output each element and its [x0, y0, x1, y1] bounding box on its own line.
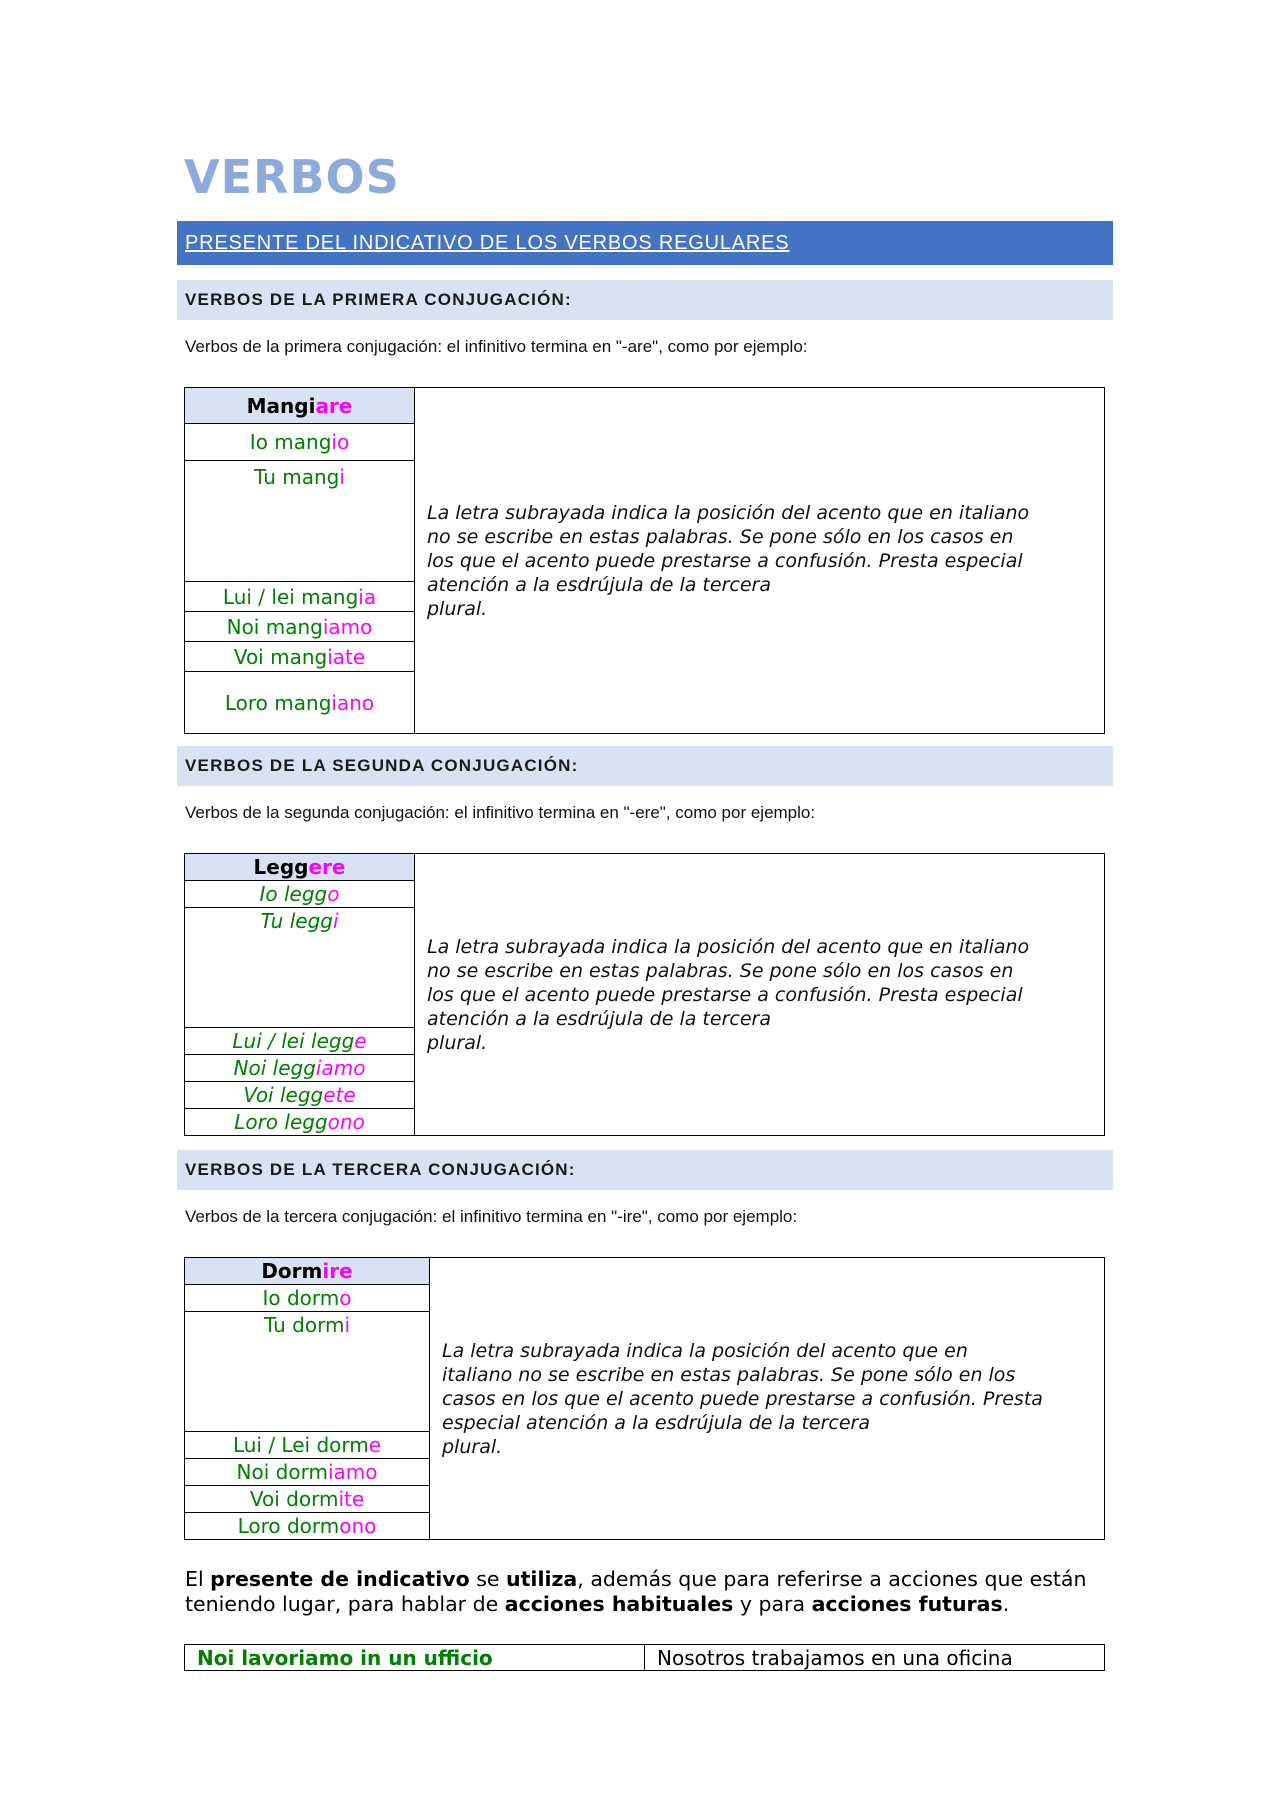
conjugation-row: Io leggo: [185, 881, 415, 908]
conjugation-row: Lui / lei legge: [185, 1028, 415, 1055]
conjugation-row: Voi leggete: [185, 1082, 415, 1109]
section-2-heading-text: VERBOS DE LA SEGUNDA CONJUGACIÓN:: [185, 756, 579, 775]
conjugation-row: Io dormo: [185, 1285, 430, 1312]
conjugation-row: Noi dormiamo: [185, 1459, 430, 1486]
infinitive-cell: Mangiare: [185, 388, 415, 424]
conjugation-row: Lui / lei mangia: [185, 582, 415, 612]
section-1-intro: Verbos de la primera conjugación: el infinitivo termina en "-are", como por ejemplo:: [185, 337, 808, 356]
section-2-heading: [177, 746, 1113, 786]
accent-note: La letra subrayada indica la posición del acento que en italiano no se escribe en estas palabras. Se pone sólo en los casos en los que el acento puede prestarse a confusión. Presta especial atención a la esdrújula de la tercera plural.: [415, 388, 1105, 734]
section-2-intro: Verbos de la segunda conjugación: el infinitivo termina en "-ere", como por ejemplo:: [185, 803, 816, 822]
section-1-heading-text: VERBOS DE LA PRIMERA CONJUGACIÓN:: [185, 290, 572, 309]
section-3-heading-text: VERBOS DE LA TERCERA CONJUGACIÓN:: [185, 1160, 576, 1179]
accent-note: La letra subrayada indica la posición del acento que en italiano no se escribe en estas palabras. Se pone sólo en los casos en los que el acento puede prestarse a confusión. Presta especial atención a la esdrújula de la tercera plural.: [430, 1258, 1105, 1540]
conjugation-row: Tu dormi: [185, 1312, 430, 1432]
main-heading-text: PRESENTE DEL INDICATIVO DE LOS VERBOS REGULARES: [185, 232, 790, 254]
conjugation-row: Loro dormono: [185, 1513, 430, 1540]
conjugation-row: Io mangio: [185, 424, 415, 461]
conjugation-row: Loro mangiano: [185, 672, 415, 734]
conjugation-row: Voi dormite: [185, 1486, 430, 1513]
conjugation-row: Noi leggiamo: [185, 1055, 415, 1082]
accent-note: La letra subrayada indica la posición del acento que en italiano no se escribe en estas palabras. Se pone sólo en los casos en los que el acento puede prestarse a confusión. Presta especial atención a la esdrújula de la tercera plural.: [415, 854, 1105, 1136]
section-1-heading: [177, 280, 1113, 320]
conjugation-table-2: [184, 853, 1105, 1136]
section-3-intro: Verbos de la tercera conjugación: el infinitivo termina en "-ire", como por ejemplo:: [185, 1207, 798, 1226]
conjugation-table-1: [184, 387, 1105, 734]
conjugation-row: Lui / Lei dorme: [185, 1432, 430, 1459]
example-spanish: Nosotros trabajamos en una oficina: [645, 1645, 1105, 1671]
example-table: [184, 1644, 1105, 1671]
example-italian: Noi lavoriamo in un ufficio: [185, 1645, 645, 1671]
conjugation-row: Tu leggi: [185, 908, 415, 1028]
conjugation-row: Loro leggono: [185, 1109, 415, 1136]
infinitive-cell: Dormire: [185, 1258, 430, 1285]
main-heading-bar: [177, 221, 1113, 265]
usage-paragraph: El presente de indicativo se utiliza, además que para referirse a acciones que están teniendo lugar, para hablar de acciones habituales y para acciones futuras.: [185, 1567, 1087, 1616]
infinitive-cell: Leggere: [185, 854, 415, 881]
section-3-heading: [177, 1150, 1113, 1190]
conjugation-row: Voi mangiate: [185, 642, 415, 672]
conjugation-row: Tu mangi: [185, 461, 415, 582]
conjugation-table-3: [184, 1257, 1105, 1540]
page-title: VERBOS: [184, 150, 400, 204]
conjugation-row: Noi mangiamo: [185, 612, 415, 642]
